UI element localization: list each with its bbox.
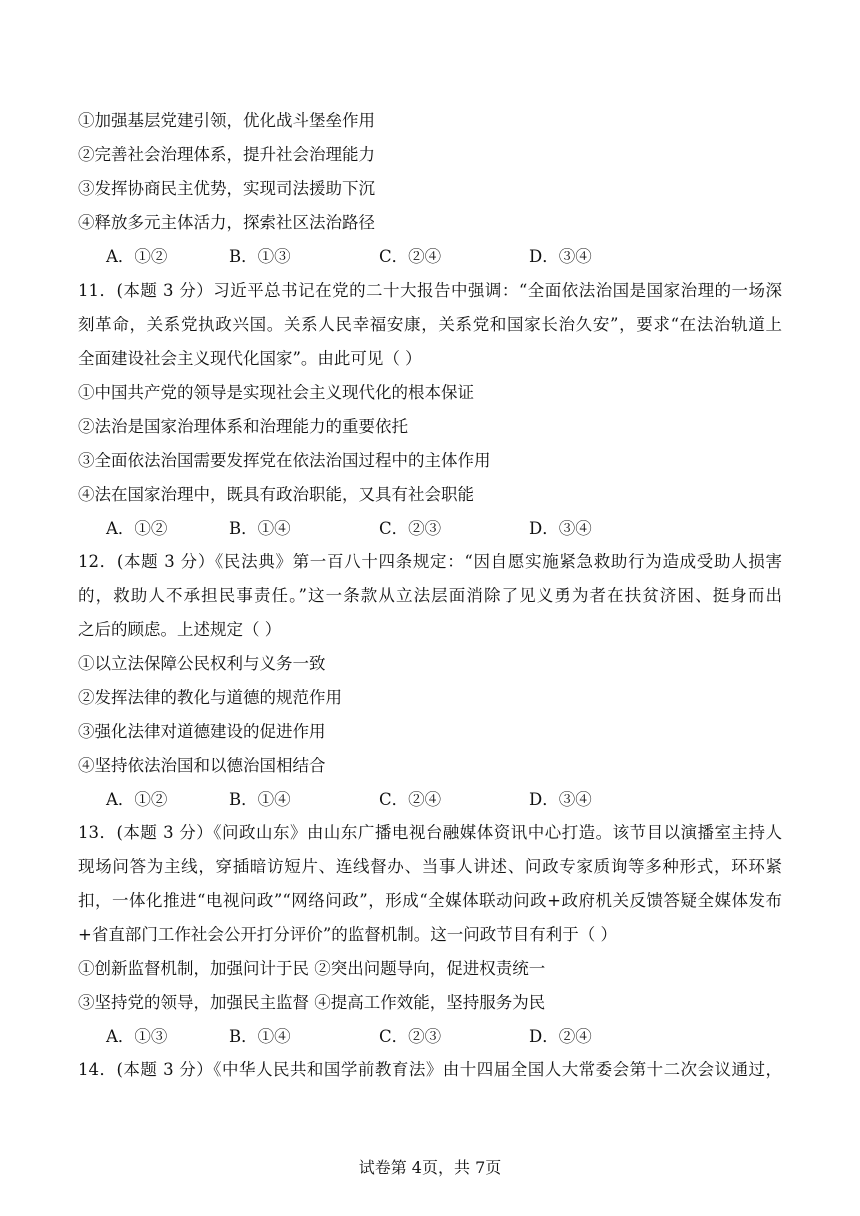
q13-option-a[interactable]: A．①③: [106, 1027, 168, 1046]
q12-stem-line-1: 12．(本题 3 分）《民法典》第一百八十四条规定：“因自愿实施紧急救助行为造成受助人损害: [78, 552, 782, 571]
q12-option-b[interactable]: B．①④: [229, 790, 291, 809]
q11-stem-line-1: 11．(本题 3 分）习近平总书记在党的二十大报告中强调：“全面依法治国是国家治理的一场深: [78, 281, 782, 300]
q12-option-d[interactable]: D．③④: [529, 790, 592, 809]
q13-stem-line-2: 现场问答为主线，穿插暗访短片、连线督办、当事人讲述、问政专家质询等多种形式，环环紧: [78, 857, 782, 876]
q11-statement-4: ④法在国家治理中，既具有政治职能，又具有社会职能: [78, 485, 474, 504]
page-footer: 试卷第 4页，共 7页: [358, 1158, 502, 1177]
q11-statement-2: ②法治是国家治理体系和治理能力的重要依托: [78, 417, 408, 436]
q11-option-b[interactable]: B．①④: [229, 519, 291, 538]
q11-stem-line-2: 刻革命，关系党执政兴国。关系人民幸福安康，关系党和国家长治久安”，要求“在法治轨道上: [78, 315, 782, 334]
q11-option-a[interactable]: A．①②: [106, 519, 168, 538]
q12-statement-4: ④坚持依法治国和以德治国相结合: [78, 756, 326, 775]
q13-stem-line-4: +省直部门工作社会公开打分评价”的监督机制。这一问政节目有利于（ ）: [78, 925, 618, 944]
q14-stem-line-1: 14．(本题 3 分）《中华人民共和国学前教育法》由十四届全国人大常委会第十二次会议通过，: [78, 1060, 782, 1079]
q10-statement-4: ④释放多元主体活力，探索社区法治路径: [78, 213, 375, 232]
q11-option-d[interactable]: D．③④: [529, 519, 592, 538]
q13-option-b[interactable]: B．①④: [229, 1027, 291, 1046]
q12-option-c[interactable]: C．②④: [379, 790, 442, 809]
q11-option-c[interactable]: C．②③: [379, 519, 442, 538]
q12-stem-line-2: 的，救助人不承担民事责任。”这一条款从立法层面消除了见义勇为者在扶贫济困、挺身而出: [78, 586, 782, 605]
q10-option-a[interactable]: A．①②: [106, 247, 168, 266]
q10-statement-3: ③发挥协商民主优势，实现司法援助下沉: [78, 179, 375, 198]
q11-statement-3: ③全面依法治国需要发挥党在依法治国过程中的主体作用: [78, 451, 491, 470]
q12-statement-2: ②发挥法律的教化与道德的规范作用: [78, 688, 342, 707]
q11-statement-1: ①中国共产党的领导是实现社会主义现代化的根本保证: [78, 383, 474, 402]
q13-stem-line-3: 扣，一体化推进“电视问政”“网络问政”，形成“全媒体联动问政+政府机关反馈答疑全媒体发布: [78, 891, 782, 910]
q11-stem-line-3: 全面建设社会主义现代化国家”。由此可见（ ）: [78, 349, 422, 368]
q12-option-a[interactable]: A．①②: [106, 790, 168, 809]
q12-statement-1: ①以立法保障公民权利与义务一致: [78, 654, 326, 673]
q13-option-c[interactable]: C．②③: [379, 1027, 442, 1046]
q10-option-b[interactable]: B．①③: [229, 247, 291, 266]
q13-statement-row-1: ①创新监督机制，加强问计于民 ②突出问题导向，促进权责统一: [78, 959, 546, 978]
q10-statement-2: ②完善社会治理体系，提升社会治理能力: [78, 145, 375, 164]
q13-statement-row-2: ③坚持党的领导，加强民主监督 ④提高工作效能，坚持服务为民: [78, 993, 546, 1012]
q10-option-c[interactable]: C．②④: [379, 247, 442, 266]
q10-statement-1: ①加强基层党建引领，优化战斗堡垒作用: [78, 111, 375, 130]
q13-stem-line-1: 13．(本题 3 分）《问政山东》由山东广播电视台融媒体资讯中心打造。该节目以演播室主持人: [78, 823, 782, 842]
q13-option-d[interactable]: D．②④: [529, 1027, 592, 1046]
q12-stem-line-3: 之后的顾虑。上述规定（ ）: [78, 620, 282, 639]
q12-statement-3: ③强化法律对道德建设的促进作用: [78, 722, 326, 741]
q10-option-d[interactable]: D．③④: [529, 247, 592, 266]
